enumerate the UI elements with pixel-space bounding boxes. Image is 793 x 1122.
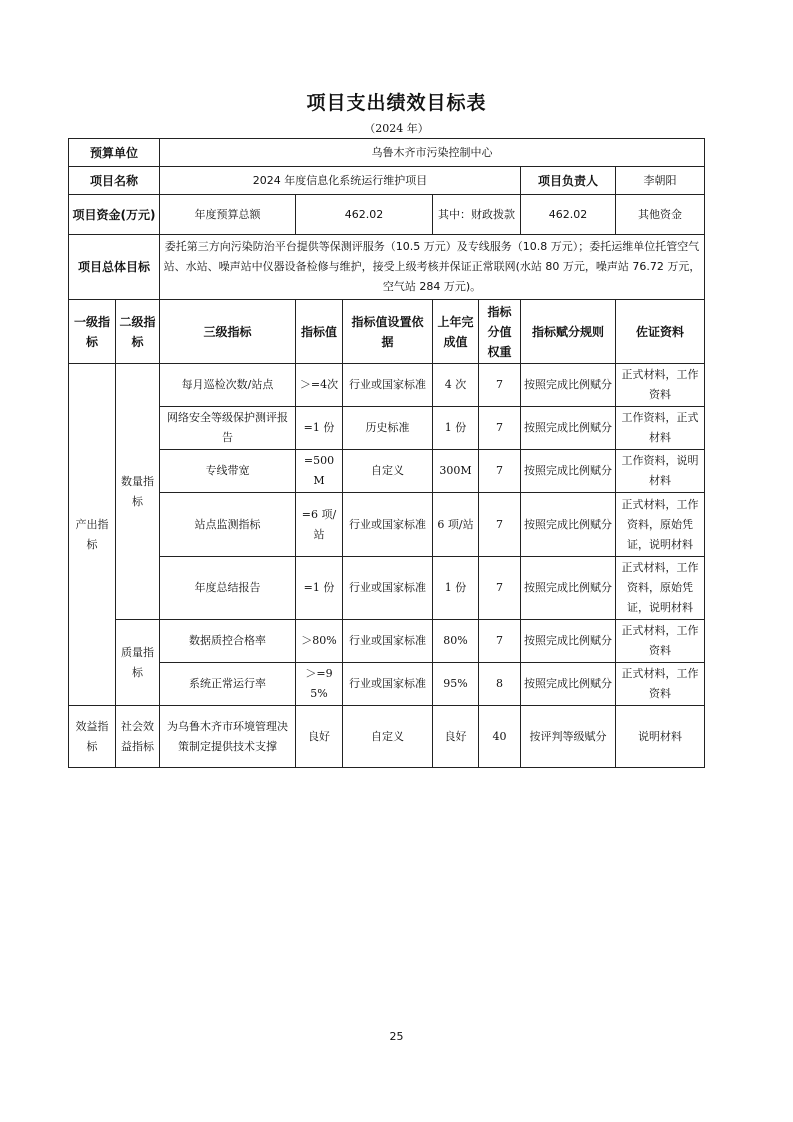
col-level3: 三级指标 (160, 300, 296, 364)
indicator-weight: 40 (479, 706, 521, 768)
level2-quality: 质量指标 (116, 620, 160, 706)
funds-label: 项目资金(万元) (69, 195, 160, 235)
table-row (69, 450, 705, 493)
col-evidence: 佐证资料 (616, 300, 705, 364)
indicator-last: 1 份 (433, 407, 479, 450)
indicator-rule: 按照完成比例赋分 (521, 407, 616, 450)
table-row (69, 620, 705, 663)
col-level2: 二级指标 (116, 300, 160, 364)
fiscal-label: 其中：财政拨款 (433, 195, 521, 235)
indicator-basis: 行业或国家标准 (343, 663, 433, 706)
table-row (69, 493, 705, 557)
indicator-evidence: 正式材料，工作资料 (616, 620, 705, 663)
indicator-evidence: 说明材料 (616, 706, 705, 768)
annual-budget-value: 462.02 (296, 195, 433, 235)
col-last-year: 上年完成值 (433, 300, 479, 364)
indicator-evidence: 工作资料，说明材料 (616, 450, 705, 493)
budget-unit-label: 预算单位 (69, 139, 160, 167)
indicator-last: 95% (433, 663, 479, 706)
indicator-name: 每月巡检次数/站点 (160, 364, 296, 407)
col-level1: 一级指标 (69, 300, 116, 364)
indicator-evidence: 正式材料，工作资料 (616, 663, 705, 706)
budget-unit-value: 乌鲁木齐市污染控制中心 (160, 139, 705, 167)
table-row (69, 557, 705, 620)
indicator-evidence: 正式材料，工作资料，原始凭证，说明材料 (616, 493, 705, 557)
indicator-basis: 行业或国家标准 (343, 557, 433, 620)
table-row (69, 364, 705, 407)
indicator-rule: 按照完成比例赋分 (521, 364, 616, 407)
indicator-weight: 7 (479, 557, 521, 620)
leader-label: 项目负责人 (521, 167, 616, 195)
col-value: 指标值 (296, 300, 343, 364)
indicator-basis: 行业或国家标准 (343, 620, 433, 663)
indicator-value: 良好 (296, 706, 343, 768)
indicator-rule: 按照完成比例赋分 (521, 493, 616, 557)
indicator-last: 300M (433, 450, 479, 493)
indicator-last: 良好 (433, 706, 479, 768)
indicator-rule: 按评判等级赋分 (521, 706, 616, 768)
indicator-value: =1 份 (296, 407, 343, 450)
page-title: 项目支出绩效目标表 (306, 92, 487, 114)
indicator-weight: 7 (479, 620, 521, 663)
table-row (69, 663, 705, 706)
indicator-last: 80% (433, 620, 479, 663)
project-name-value: 2024 年度信息化系统运行维护项目 (160, 167, 521, 195)
budget-unit-row (69, 139, 705, 167)
indicator-name: 站点监测指标 (160, 493, 296, 557)
indicator-weight: 7 (479, 364, 521, 407)
indicator-evidence: 正式材料，工作资料 (616, 364, 705, 407)
indicator-name: 系统正常运行率 (160, 663, 296, 706)
indicator-basis: 自定义 (343, 450, 433, 493)
indicator-last: 6 项/站 (433, 493, 479, 557)
indicator-value: ＞80% (296, 620, 343, 663)
indicator-value: ＞=95% (296, 663, 343, 706)
goal-row (69, 235, 705, 300)
year-label: （2024 年） (364, 122, 429, 135)
column-header-row (69, 300, 705, 364)
indicator-weight: 7 (479, 450, 521, 493)
indicator-evidence: 正式材料，工作资料，原始凭证，说明材料 (616, 557, 705, 620)
indicator-basis: 行业或国家标准 (343, 493, 433, 557)
indicator-basis: 行业或国家标准 (343, 364, 433, 407)
indicator-weight: 8 (479, 663, 521, 706)
indicator-last: 4 次 (433, 364, 479, 407)
indicator-rule: 按照完成比例赋分 (521, 663, 616, 706)
project-name-row (69, 167, 705, 195)
indicator-name: 专线带宽 (160, 450, 296, 493)
indicator-rule: 按照完成比例赋分 (521, 620, 616, 663)
indicator-rule: 按照完成比例赋分 (521, 557, 616, 620)
level2-quantity: 数量指标 (116, 364, 160, 620)
indicator-last: 1 份 (433, 557, 479, 620)
performance-table (68, 138, 705, 768)
indicator-value: =6 项/站 (296, 493, 343, 557)
indicator-value: =1 份 (296, 557, 343, 620)
table-row (69, 706, 705, 768)
level2-social-benefit: 社会效益指标 (116, 706, 160, 768)
fiscal-value: 462.02 (521, 195, 616, 235)
level1-output: 产出指标 (69, 364, 116, 706)
annual-budget-label: 年度预算总额 (160, 195, 296, 235)
goal-text: 委托第三方向污染防治平台提供等保测评服务（10.5 万元）及专线服务（10.8 万元）；委托运维单位托管空气站、水站、噪声站中仪器设备检修与维护，接受上级考核并保证正常联网(水站 80 万元，噪声站 76.72 万元，空气站 284 万元)。 (160, 235, 705, 300)
indicator-weight: 7 (479, 493, 521, 557)
project-name-label: 项目名称 (69, 167, 160, 195)
indicator-value: ＞=4次 (296, 364, 343, 407)
col-rule: 指标赋分规则 (521, 300, 616, 364)
level1-benefit: 效益指标 (69, 706, 116, 768)
col-basis: 指标值设置依据 (343, 300, 433, 364)
col-weight: 指标分值权重 (479, 300, 521, 364)
other-funds-label: 其他资金 (638, 207, 683, 221)
indicator-name: 年度总结报告 (160, 557, 296, 620)
funds-row (69, 195, 705, 235)
indicator-basis: 历史标准 (343, 407, 433, 450)
indicator-value: =500M (296, 450, 343, 493)
indicator-basis: 自定义 (343, 706, 433, 768)
leader-value: 李朝阳 (616, 167, 705, 195)
indicator-weight: 7 (479, 407, 521, 450)
other-funds-group (616, 195, 705, 235)
indicator-name: 网络安全等级保护测评报告 (160, 407, 296, 450)
indicator-name: 数据质控合格率 (160, 620, 296, 663)
table-row (69, 407, 705, 450)
indicator-rule: 按照完成比例赋分 (521, 450, 616, 493)
page-number: 25 (389, 1030, 404, 1043)
indicator-name: 为乌鲁木齐市环境管理决策制定提供技术支撑 (160, 706, 296, 768)
goal-label: 项目总体目标 (69, 235, 160, 300)
indicator-evidence: 工作资料，正式材料 (616, 407, 705, 450)
